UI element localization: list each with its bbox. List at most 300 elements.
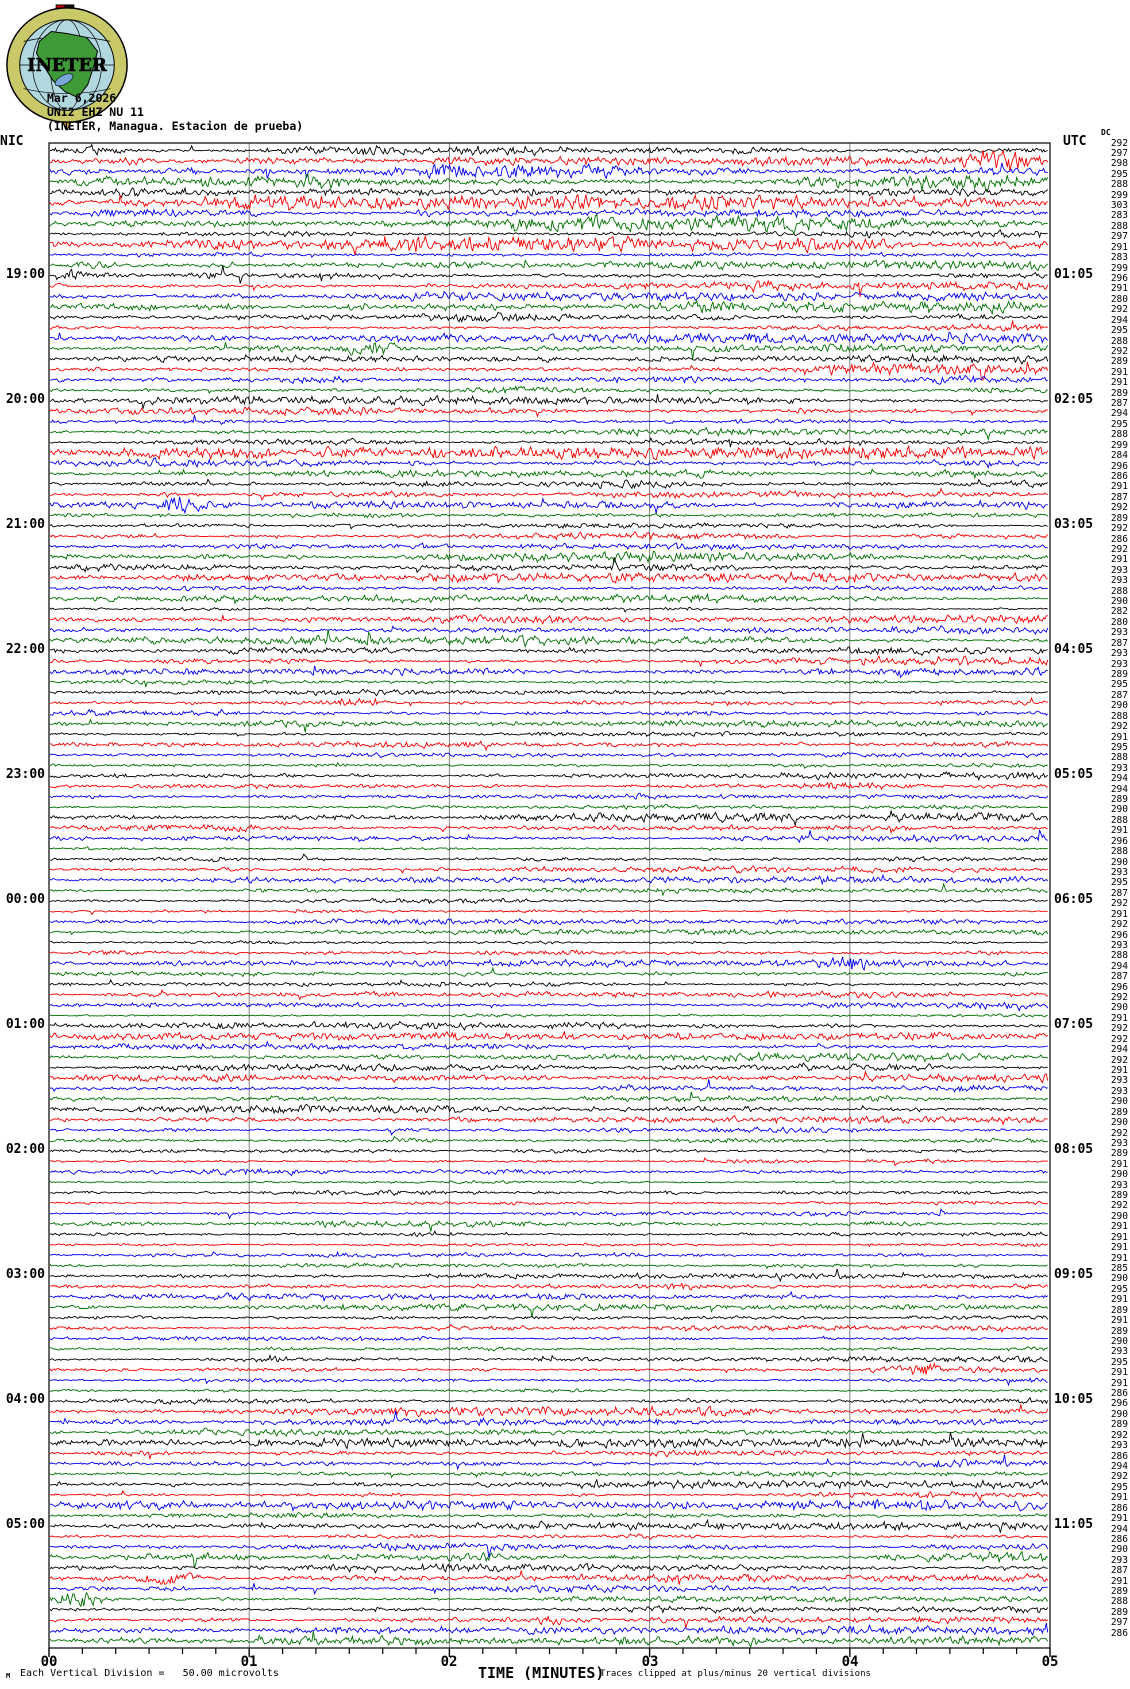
trace-row bbox=[50, 1491, 1048, 1501]
trace-row bbox=[50, 175, 1048, 192]
dc-offset-value: 291 bbox=[1110, 1513, 1128, 1525]
trace-row bbox=[50, 1500, 1048, 1511]
dc-offset-value: 296 bbox=[1110, 929, 1128, 941]
dc-offset-value: 293 bbox=[1110, 1554, 1128, 1566]
dc-offset-value: 291 bbox=[1110, 731, 1128, 743]
utc-hour-label: 06:05 bbox=[1054, 892, 1094, 907]
trace-row bbox=[50, 1263, 1048, 1268]
dc-offset-value: 288 bbox=[1110, 752, 1128, 764]
dc-offset-value: 292 bbox=[1110, 1200, 1128, 1212]
trace-row bbox=[50, 968, 1048, 976]
dc-offset-value: 291 bbox=[1110, 283, 1128, 295]
dc-offset-value: 293 bbox=[1110, 762, 1128, 774]
trace-row bbox=[50, 732, 1048, 737]
trace-row bbox=[50, 1149, 1048, 1153]
dc-offset-value: 290 bbox=[1110, 1169, 1128, 1181]
trace-row bbox=[50, 1593, 1048, 1607]
dc-offset-value: 286 bbox=[1110, 533, 1128, 545]
trace-row bbox=[50, 1432, 1048, 1449]
trace-row bbox=[50, 376, 1048, 385]
header-station: UNI2 EHZ NU 11 bbox=[47, 105, 144, 119]
trace-row bbox=[50, 446, 1048, 459]
dc-offset-value: 297 bbox=[1110, 147, 1128, 159]
dc-offset-value: 292 bbox=[1110, 1023, 1128, 1035]
dc-offset-value: 290 bbox=[1110, 1117, 1128, 1129]
trace-row bbox=[50, 497, 1048, 514]
dc-offset-value: 293 bbox=[1110, 658, 1128, 670]
trace-row bbox=[50, 980, 1048, 987]
trace-row bbox=[50, 710, 1048, 716]
dc-offset-value: 289 bbox=[1110, 669, 1128, 680]
trace-row bbox=[50, 355, 1048, 364]
dc-offset-value: 286 bbox=[1110, 1450, 1128, 1462]
footer-division-value: 50.00 microvolts bbox=[182, 1668, 279, 1679]
trace-row bbox=[50, 1316, 1048, 1320]
trace-row bbox=[50, 1269, 1048, 1281]
trace-row bbox=[50, 830, 1048, 842]
nic-hour-label: 19:00 bbox=[5, 267, 45, 282]
trace-row bbox=[50, 572, 1048, 583]
dc-offset-value: 289 bbox=[1110, 387, 1128, 399]
trace-row bbox=[50, 342, 1048, 359]
trace-row bbox=[50, 479, 1048, 488]
dc-offset-value: 294 bbox=[1110, 783, 1128, 795]
trace-row bbox=[50, 1137, 1048, 1143]
dc-offset-value: 289 bbox=[1110, 1325, 1128, 1337]
utc-hour-label: 11:05 bbox=[1054, 1517, 1094, 1532]
dc-offset-value: 288 bbox=[1110, 1596, 1128, 1608]
dc-offset-value: 293 bbox=[1110, 648, 1128, 660]
trace-row bbox=[50, 1571, 1048, 1585]
x-tick-label: 03 bbox=[641, 1654, 659, 1670]
dc-offset-value: 289 bbox=[1110, 1148, 1128, 1160]
dc-offset-value: 292 bbox=[1110, 992, 1128, 1003]
dc-offset-value: 287 bbox=[1110, 887, 1128, 899]
trace-row bbox=[50, 188, 1048, 197]
dc-offset-value: 296 bbox=[1110, 835, 1128, 847]
dc-offset-value: 287 bbox=[1110, 398, 1128, 409]
dc-offset-value: 292 bbox=[1110, 523, 1128, 535]
dc-offset-value: 299 bbox=[1110, 262, 1128, 274]
dc-offset-value: 288 bbox=[1110, 710, 1128, 722]
dc-offset-value: 292 bbox=[1110, 1054, 1128, 1066]
dc-offset-value: 291 bbox=[1110, 1242, 1128, 1254]
dc-offset-value: 295 bbox=[1110, 877, 1128, 889]
dc-offset-value: 280 bbox=[1110, 616, 1128, 628]
trace-row bbox=[50, 656, 1048, 666]
trace-row bbox=[50, 607, 1048, 612]
trace-row bbox=[50, 1209, 1048, 1218]
trace-row bbox=[50, 1079, 1048, 1092]
trace-row bbox=[50, 1053, 1048, 1062]
dc-offset-value: 289 bbox=[1110, 794, 1128, 805]
trace-row bbox=[50, 698, 1048, 706]
dc-offset-value: 293 bbox=[1110, 1075, 1128, 1087]
dc-offset-value: 291 bbox=[1110, 908, 1128, 920]
utc-hour-label: 03:05 bbox=[1054, 517, 1094, 532]
dc-offset-value: 290 bbox=[1110, 804, 1128, 816]
trace-row bbox=[50, 312, 1048, 321]
trace-row bbox=[50, 458, 1048, 468]
dc-offset-value: 285 bbox=[1110, 1263, 1128, 1274]
dc-offset-value: 290 bbox=[1110, 1096, 1128, 1108]
dc-offset-value: 297 bbox=[1110, 1617, 1128, 1629]
trace-row bbox=[50, 772, 1048, 780]
utc-hour-label: 05:05 bbox=[1054, 767, 1094, 782]
trace-row bbox=[50, 1347, 1048, 1351]
dc-offset-value: 296 bbox=[1110, 981, 1128, 993]
trace-row bbox=[50, 689, 1048, 695]
dc-offset-value: 291 bbox=[1110, 1158, 1128, 1170]
trace-row bbox=[50, 438, 1048, 447]
dc-offset-value: 295 bbox=[1110, 168, 1128, 180]
trace-row bbox=[50, 763, 1048, 768]
nic-hour-label: 20:00 bbox=[5, 392, 45, 407]
trace-row bbox=[50, 1032, 1048, 1041]
trace-row bbox=[50, 1072, 1048, 1083]
trace-row bbox=[50, 941, 1048, 944]
utc-hour-label: 10:05 bbox=[1054, 1392, 1094, 1407]
trace-row bbox=[50, 260, 1048, 270]
footer-division-text: Each Vertical Division = bbox=[20, 1668, 165, 1679]
dc-offset-value: 283 bbox=[1110, 210, 1128, 222]
trace-row bbox=[50, 1190, 1048, 1195]
x-axis-title: TIME (MINUTES) bbox=[478, 1664, 605, 1682]
trace-row bbox=[50, 1389, 1048, 1393]
trace-row bbox=[50, 884, 1048, 896]
dc-offset-value: 293 bbox=[1110, 1440, 1128, 1452]
dc-offset-value: 295 bbox=[1110, 741, 1128, 753]
dc-offset-value: 292 bbox=[1110, 919, 1128, 931]
trace-row bbox=[50, 1512, 1048, 1518]
dc-offset-value: 295 bbox=[1110, 1356, 1128, 1368]
trace-row bbox=[50, 1450, 1048, 1459]
trace-row bbox=[50, 1180, 1048, 1184]
dc-offset-value: 299 bbox=[1110, 439, 1128, 451]
trace-row bbox=[50, 1378, 1048, 1385]
trace-row bbox=[50, 847, 1048, 851]
dc-offset-value: 287 bbox=[1110, 971, 1128, 983]
dc-offset-value: 287 bbox=[1110, 1565, 1128, 1577]
dc-offset-value: 288 bbox=[1110, 179, 1128, 191]
trace-row bbox=[50, 1042, 1048, 1050]
trace-row bbox=[50, 1221, 1048, 1232]
utc-hour-label: 08:05 bbox=[1054, 1142, 1094, 1157]
trace-row bbox=[50, 898, 1048, 903]
dc-offset-value: 291 bbox=[1110, 1231, 1128, 1243]
trace-row bbox=[50, 1428, 1048, 1436]
trace-row bbox=[50, 513, 1048, 518]
dc-offset-value: 291 bbox=[1110, 1492, 1128, 1504]
dc-offset-value: 293 bbox=[1110, 1179, 1128, 1191]
trace-row bbox=[50, 523, 1048, 529]
trace-row bbox=[50, 428, 1048, 440]
dc-offset-value: 286 bbox=[1110, 1533, 1128, 1545]
dc-offset-value: 291 bbox=[1110, 366, 1128, 378]
dc-offset-value: 293 bbox=[1110, 575, 1128, 587]
header-date: Mar 6,2026 bbox=[47, 91, 117, 105]
utc-hour-label: 01:05 bbox=[1054, 267, 1094, 282]
nic-hour-label: 23:00 bbox=[5, 767, 45, 782]
trace-row bbox=[50, 1455, 1048, 1469]
trace-row bbox=[50, 1092, 1048, 1102]
dc-offset-value: 290 bbox=[1110, 596, 1128, 607]
trace-row bbox=[50, 362, 1048, 380]
trace-row bbox=[50, 195, 1048, 211]
trace-row bbox=[50, 586, 1048, 591]
trace-row bbox=[50, 957, 1048, 970]
utc-hour-label: 04:05 bbox=[1054, 642, 1094, 657]
dc-offset-value: 295 bbox=[1110, 418, 1128, 430]
trace-row bbox=[50, 532, 1048, 540]
dc-offset-value: 288 bbox=[1110, 814, 1128, 826]
x-tick-label: 01 bbox=[240, 1654, 258, 1670]
trace-row bbox=[50, 1284, 1048, 1290]
trace-row bbox=[50, 1355, 1048, 1362]
utc-hour-label: 07:05 bbox=[1054, 1017, 1094, 1032]
dc-offset-value: 289 bbox=[1110, 1106, 1128, 1118]
dc-offset-value: 291 bbox=[1110, 1012, 1128, 1024]
trace-row bbox=[50, 252, 1048, 257]
trace-row bbox=[50, 1116, 1048, 1125]
trace-row bbox=[50, 1583, 1048, 1593]
trace-row bbox=[50, 1063, 1048, 1071]
trace-row bbox=[50, 594, 1048, 603]
trace-row bbox=[50, 793, 1048, 799]
x-tick-label: 05 bbox=[1041, 1654, 1059, 1670]
dc-offset-value: 292 bbox=[1110, 543, 1128, 555]
dc-offset-value: 291 bbox=[1110, 377, 1128, 389]
header-location: (INETER, Managua. Estacion de prueba) bbox=[47, 119, 304, 133]
dc-offset-value: 291 bbox=[1110, 1065, 1128, 1076]
trace-row bbox=[50, 557, 1048, 572]
dc-offset-value: 291 bbox=[1110, 481, 1128, 493]
trace-row bbox=[50, 666, 1048, 678]
trace-row bbox=[50, 1616, 1048, 1628]
trace-row bbox=[50, 407, 1048, 416]
nic-hour-label: 04:00 bbox=[5, 1392, 45, 1407]
dc-offset-value: 295 bbox=[1110, 1283, 1128, 1295]
trace-row bbox=[50, 647, 1048, 656]
dc-offset-value: 292 bbox=[1110, 1471, 1128, 1483]
dc-offset-value: 288 bbox=[1110, 429, 1128, 441]
trace-row bbox=[50, 1002, 1048, 1010]
left-timezone-label: NIC bbox=[0, 134, 24, 149]
dc-offset-value: 287 bbox=[1110, 689, 1128, 701]
dc-offset-value: 290 bbox=[1110, 700, 1128, 712]
trace-row bbox=[50, 489, 1048, 500]
trace-row bbox=[50, 469, 1048, 478]
dc-offset-value: 289 bbox=[1110, 1606, 1128, 1618]
trace-row bbox=[50, 1014, 1048, 1017]
trace-row bbox=[50, 1534, 1048, 1539]
x-tick-label: 00 bbox=[40, 1654, 58, 1670]
dc-offset-value: 298 bbox=[1110, 158, 1128, 170]
dc-offset-value: 293 bbox=[1110, 1137, 1128, 1149]
trace-row bbox=[50, 1623, 1048, 1635]
trace-row bbox=[50, 292, 1048, 302]
trace-row bbox=[50, 265, 1048, 283]
trace-row bbox=[50, 236, 1048, 255]
trace-row bbox=[50, 615, 1048, 624]
utc-hour-label: 02:05 bbox=[1054, 392, 1094, 407]
trace-row bbox=[50, 929, 1048, 935]
trace-row bbox=[50, 919, 1048, 925]
trace-row bbox=[50, 1631, 1048, 1647]
dc-offset-value: 294 bbox=[1110, 1044, 1128, 1056]
trace-row bbox=[50, 1564, 1048, 1573]
x-tick-label: 02 bbox=[440, 1654, 458, 1670]
trace-row bbox=[50, 1201, 1048, 1205]
dc-offset-value: 289 bbox=[1110, 356, 1128, 368]
trace-row bbox=[50, 825, 1048, 833]
dc-offset-value: 286 bbox=[1110, 471, 1128, 482]
dc-offset-value: 292 bbox=[1110, 345, 1128, 357]
trace-row bbox=[50, 551, 1048, 562]
nic-hour-label: 05:00 bbox=[5, 1517, 45, 1532]
trace-row bbox=[50, 415, 1048, 425]
dc-offset-value: 292 bbox=[1110, 137, 1128, 149]
dc-offset-value: 293 bbox=[1110, 564, 1128, 576]
nic-hour-label: 21:00 bbox=[5, 517, 45, 532]
dc-offset-value: 289 bbox=[1110, 1304, 1128, 1316]
dc-offset-value: 295 bbox=[1110, 1481, 1128, 1493]
dc-offset-value: 284 bbox=[1110, 450, 1128, 462]
dc-offset-value: 294 bbox=[1110, 314, 1128, 326]
dc-offset-value: 296 bbox=[1110, 1398, 1128, 1410]
trace-row bbox=[50, 783, 1048, 789]
dc-offset-value: 287 bbox=[1110, 637, 1128, 649]
trace-row bbox=[50, 1104, 1048, 1113]
dc-offset-value: 290 bbox=[1110, 1408, 1128, 1420]
dc-offset-value: 290 bbox=[1110, 856, 1128, 868]
trace-row bbox=[50, 209, 1048, 218]
trace-row bbox=[50, 145, 1048, 156]
dc-offset-value: 296 bbox=[1110, 460, 1128, 472]
dc-offset-value: 292 bbox=[1110, 1429, 1128, 1441]
nic-hour-label: 02:00 bbox=[5, 1142, 45, 1157]
trace-row bbox=[50, 804, 1048, 809]
dc-offset-value: 290 bbox=[1110, 1335, 1128, 1347]
trace-row bbox=[50, 1411, 1048, 1426]
footer-clip-note: Traces clipped at plus/minus 20 vertical divisions bbox=[600, 1669, 871, 1679]
dc-offset-value: 294 bbox=[1110, 960, 1128, 972]
trace-row bbox=[50, 1520, 1048, 1533]
trace-row bbox=[50, 1480, 1048, 1489]
dc-offset-value: 293 bbox=[1110, 1346, 1128, 1358]
dc-offset-value: 288 bbox=[1110, 335, 1128, 347]
nic-hour-label: 01:00 bbox=[5, 1017, 45, 1032]
trace-row bbox=[50, 854, 1048, 862]
trace-row bbox=[50, 301, 1048, 314]
dc-offset-value: 291 bbox=[1110, 825, 1128, 837]
dc-offset-value: 297 bbox=[1110, 231, 1128, 243]
dc-offset-value: 293 bbox=[1110, 627, 1128, 639]
trace-row bbox=[50, 1472, 1048, 1478]
dc-offset-value: 303 bbox=[1110, 200, 1128, 211]
trace-row bbox=[50, 394, 1048, 409]
dc-offset-value: 294 bbox=[1110, 408, 1128, 420]
trace-row bbox=[50, 1169, 1048, 1176]
dc-offset-value: 288 bbox=[1110, 220, 1128, 232]
trace-row bbox=[50, 332, 1048, 344]
dc-offset-value: 291 bbox=[1110, 1252, 1128, 1264]
trace-row bbox=[50, 875, 1048, 884]
trace-row bbox=[50, 1243, 1048, 1247]
dc-offset-value: 286 bbox=[1110, 1388, 1128, 1399]
dc-offset-value: 299 bbox=[1110, 189, 1128, 201]
dc-offset-value: 292 bbox=[1110, 304, 1128, 316]
nic-hour-label: 22:00 bbox=[5, 642, 45, 657]
footer-corner-mark: M bbox=[6, 1672, 11, 1680]
dc-offset-value: 289 bbox=[1110, 512, 1128, 524]
dc-offset-value: 293 bbox=[1110, 939, 1128, 951]
trace-row bbox=[50, 1304, 1048, 1318]
dc-column-header: DC bbox=[1101, 128, 1111, 137]
dc-offset-value: 289 bbox=[1110, 1190, 1128, 1201]
dc-offset-value: 294 bbox=[1110, 1461, 1128, 1472]
logo-text: INETER bbox=[27, 54, 107, 76]
trace-row bbox=[50, 1022, 1048, 1031]
dc-offset-value: 292 bbox=[1110, 502, 1128, 514]
dc-offset-value: 291 bbox=[1110, 554, 1128, 566]
dc-offset-value: 291 bbox=[1110, 1377, 1128, 1389]
dc-offset-value: 296 bbox=[1110, 273, 1128, 284]
dc-offset-value: 290 bbox=[1110, 1002, 1128, 1014]
trace-row bbox=[50, 321, 1048, 331]
dc-offset-value: 286 bbox=[1110, 1627, 1128, 1639]
nic-hour-label: 03:00 bbox=[5, 1267, 45, 1282]
dc-offset-value: 286 bbox=[1110, 1502, 1128, 1514]
trace-row bbox=[50, 1158, 1048, 1165]
dc-offset-value: 289 bbox=[1110, 1419, 1128, 1431]
trace-row bbox=[50, 150, 1048, 171]
dc-offset-value: 289 bbox=[1110, 1586, 1128, 1597]
dc-offset-value: 295 bbox=[1110, 325, 1128, 337]
trace-row bbox=[50, 543, 1048, 550]
trace-row bbox=[50, 811, 1048, 826]
dc-offset-value: 291 bbox=[1110, 1315, 1128, 1327]
utc-hour-label: 09:05 bbox=[1054, 1267, 1094, 1282]
trace-row bbox=[50, 386, 1048, 394]
trace-row bbox=[50, 1606, 1048, 1614]
dc-offset-value: 280 bbox=[1110, 293, 1128, 305]
dc-offset-value: 295 bbox=[1110, 679, 1128, 691]
dc-offset-value: 292 bbox=[1110, 721, 1128, 733]
right-timezone-label: UTC bbox=[1063, 134, 1087, 149]
dc-offset-value: 287 bbox=[1110, 491, 1128, 503]
dc-offset-value: 291 bbox=[1110, 1221, 1128, 1233]
dc-offset-value: 293 bbox=[1110, 867, 1128, 878]
trace-row bbox=[50, 1252, 1048, 1258]
dc-offset-value: 293 bbox=[1110, 1085, 1128, 1097]
dc-offset-value: 290 bbox=[1110, 1544, 1128, 1556]
trace-row bbox=[50, 1325, 1048, 1332]
dc-offset-value: 282 bbox=[1110, 606, 1128, 618]
dc-offset-value: 291 bbox=[1110, 1367, 1128, 1379]
trace-row bbox=[50, 679, 1048, 687]
trace-row bbox=[50, 230, 1048, 238]
dc-offset-value: 283 bbox=[1110, 252, 1128, 264]
trace-row bbox=[50, 1127, 1048, 1135]
dc-offset-value: 291 bbox=[1110, 241, 1128, 253]
dc-offset-value: 288 bbox=[1110, 846, 1128, 858]
dc-offset-value: 294 bbox=[1110, 773, 1128, 785]
dc-offset-value: 291 bbox=[1110, 1575, 1128, 1587]
dc-offset-value: 292 bbox=[1110, 1033, 1128, 1045]
trace-row bbox=[50, 163, 1048, 178]
dc-offset-value: 290 bbox=[1110, 1273, 1128, 1285]
